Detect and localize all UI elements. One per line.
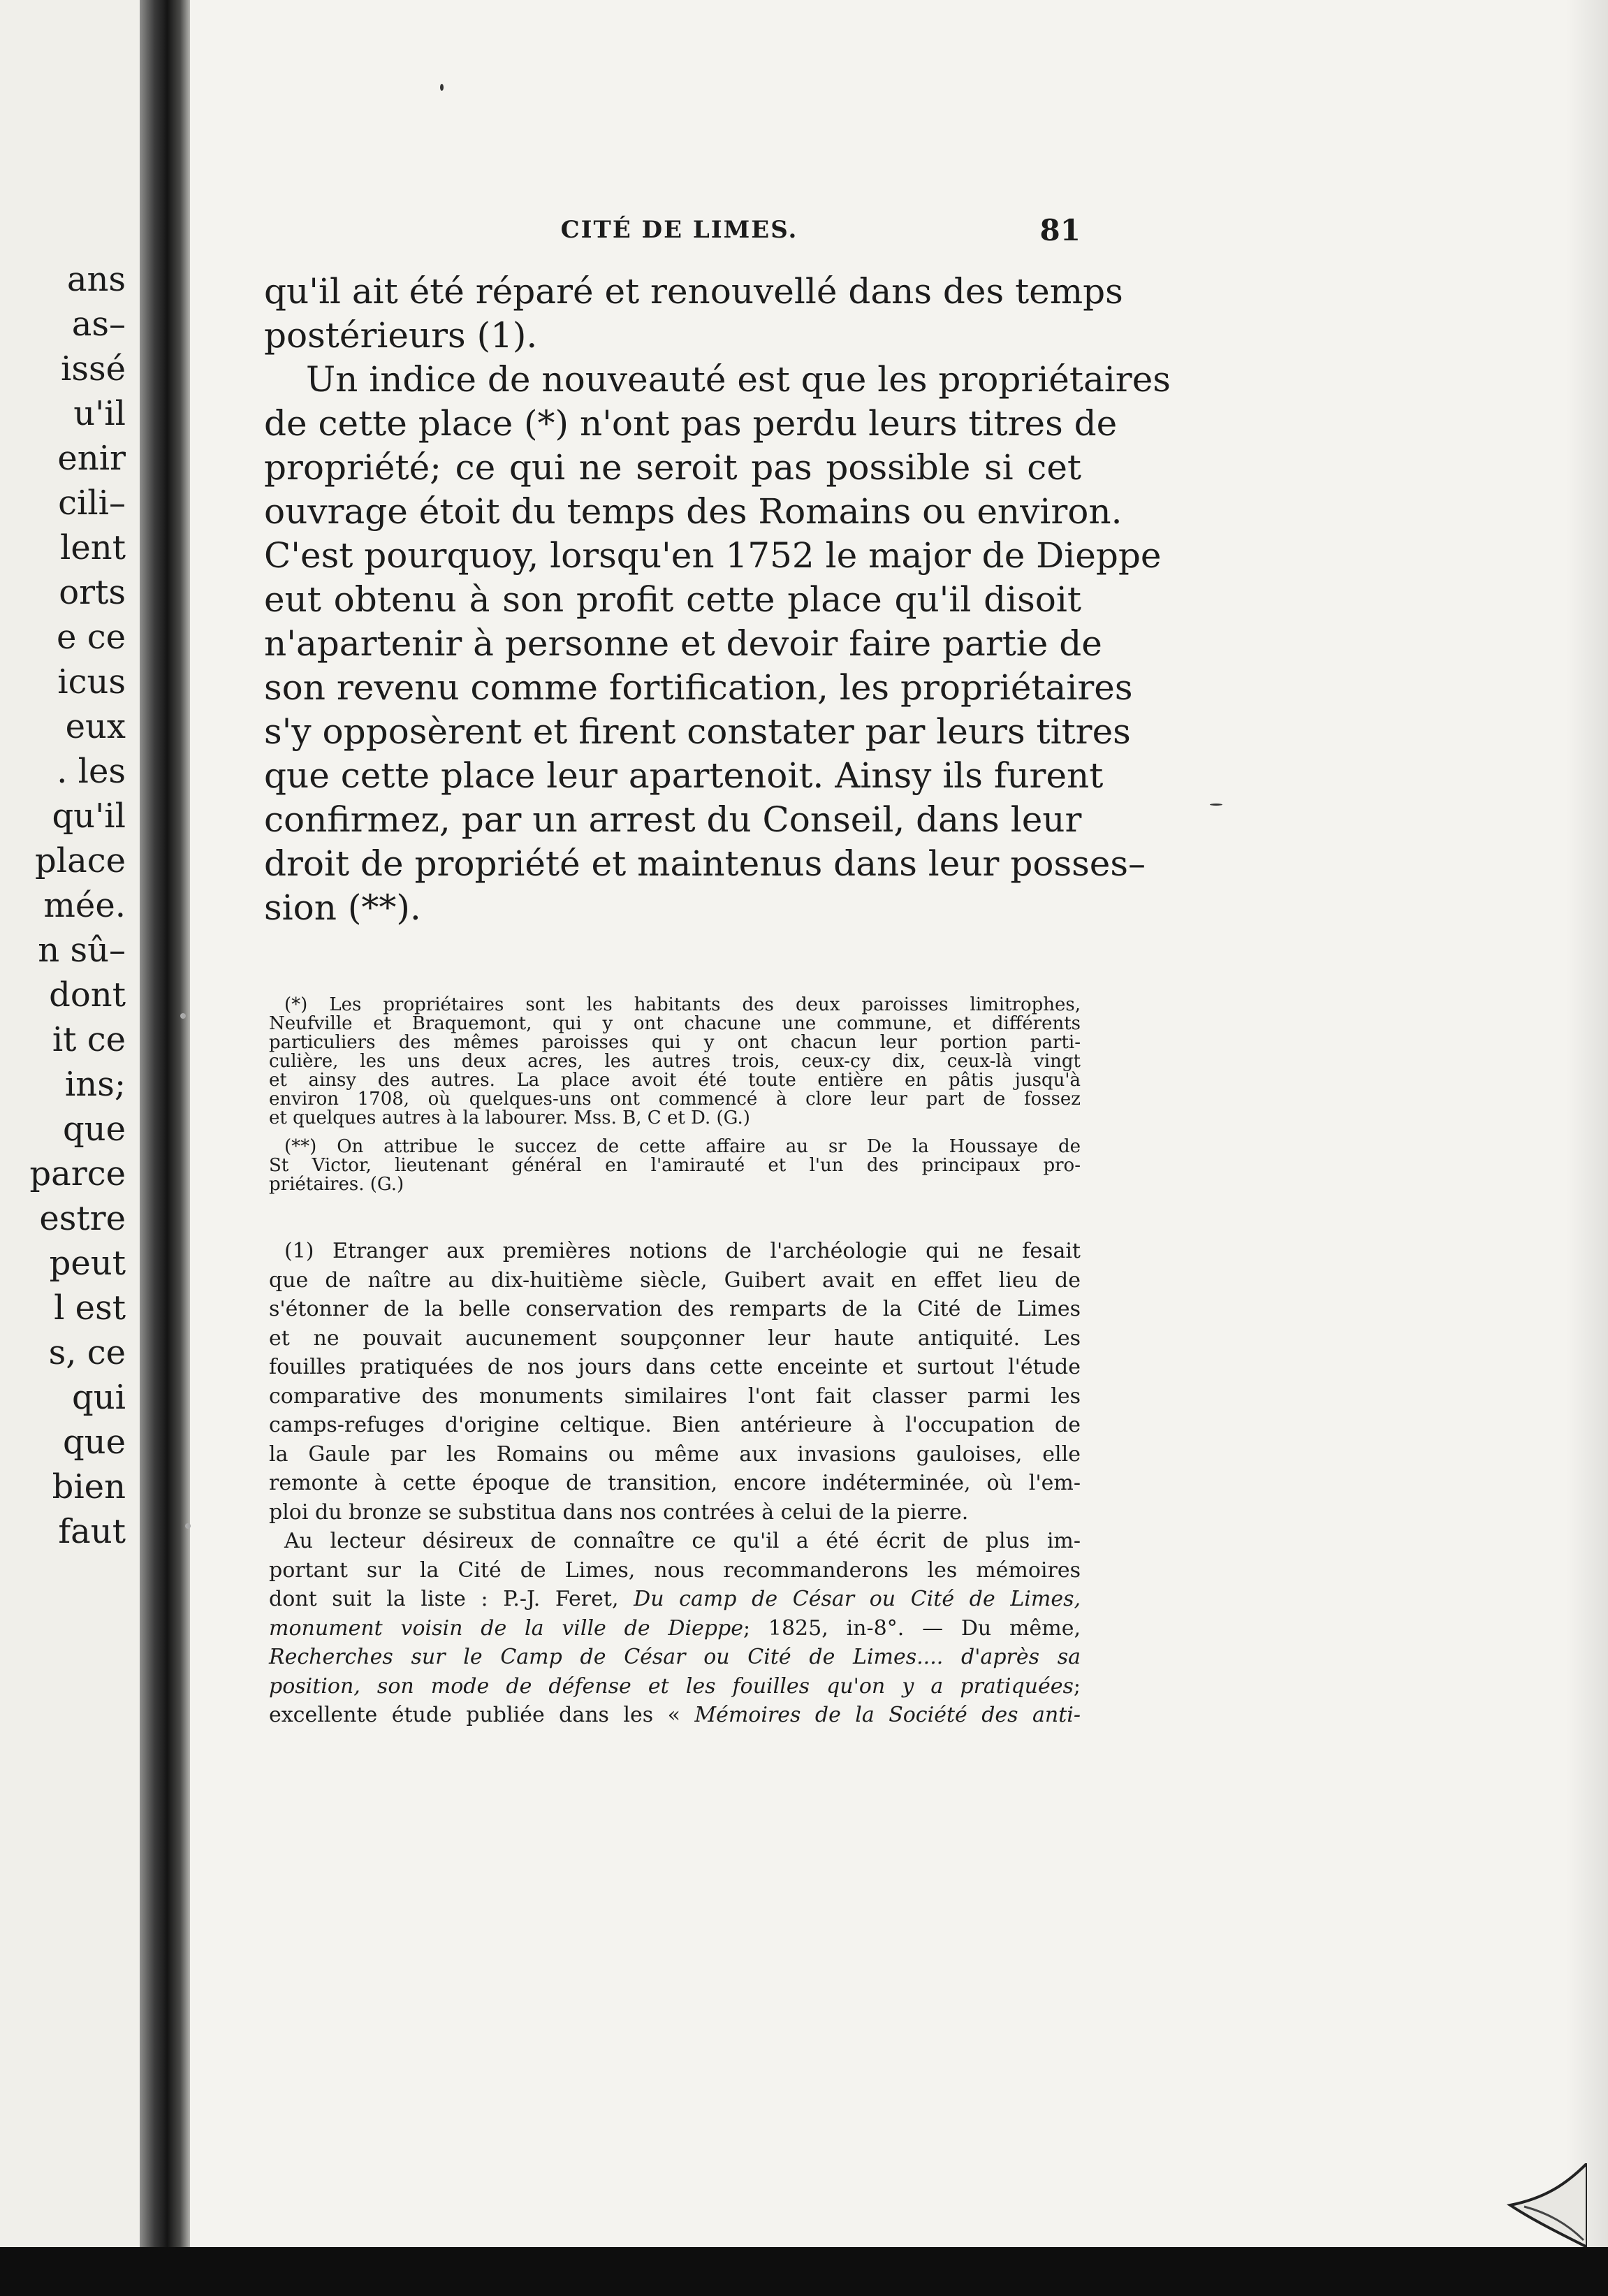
body-line: confirmez, par un arrest du Conseil, dans leur: [264, 799, 1082, 840]
note-reference-title: Recherches sur le Camp de César ou Cité de Limes.... d'après sa: [269, 1645, 1081, 1669]
left-page-fragment: qu'il: [52, 797, 126, 836]
book-gutter: [140, 0, 190, 2296]
left-page-fragment: ins;: [64, 1065, 126, 1104]
left-page-fragment: orts: [59, 573, 126, 612]
body-line: de cette place (*) n'ont pas perdu leurs titres de: [264, 403, 1118, 444]
scan-bottom-edge: [0, 2247, 1608, 2296]
left-page-fragment: place: [35, 841, 126, 880]
note-1: [269, 1237, 1081, 1527]
note-line: [269, 1585, 1081, 1614]
footnote-line: environ 1708, où quelques-uns ont commencé à clore leur part de fossez: [269, 1089, 1081, 1110]
footnote-line: et quelques autres à la labourer. Mss. B, C et D. (G.): [269, 1107, 750, 1128]
left-page-fragment: s, ce: [48, 1333, 126, 1372]
footnote-line: (*) Les propriétaires sont les habitants des deux paroisses limitrophes,: [284, 994, 1081, 1015]
left-page-fragment: que: [62, 1110, 126, 1149]
footnote-line: priétaires. (G.): [269, 1174, 404, 1195]
note-reference-title: Mémoires de la Société des anti-: [694, 1703, 1081, 1727]
left-page-fragment: qui: [72, 1378, 126, 1417]
note-line: Au lecteur désireux de connaître ce qu'il a été écrit de plus im-: [284, 1529, 1081, 1553]
left-page-fragment: estre: [39, 1199, 126, 1238]
body-line: ouvrage étoit du temps des Romains ou environ.: [264, 491, 1123, 532]
body-line: qu'il ait été réparé et renouvellé dans des temps: [264, 271, 1123, 312]
body-line: eut obtenu à son profit cette place qu'il disoit: [264, 579, 1081, 620]
note-line: [269, 1672, 1081, 1701]
note-line: la Gaule par les Romains ou même aux invasions gauloises, elle: [269, 1441, 1081, 1467]
footnote-1: [269, 996, 1081, 1128]
left-page-fragment: n sû–: [38, 931, 126, 970]
note-line: que de naître au dix-huitième siècle, Guibert avait en effet lieu de: [269, 1267, 1081, 1293]
left-page-fragment: . les: [57, 752, 126, 791]
left-page-fragment: issé: [60, 349, 126, 388]
note-reference-title: Du camp de César ou Cité de Limes,: [634, 1587, 1081, 1611]
body-line: s'y opposèrent et firent constater par leurs titres: [264, 711, 1131, 752]
left-page-fragment: enir: [57, 439, 126, 478]
body-line: propriété; ce qui ne seroit pas possible si cet: [264, 447, 1081, 488]
left-page-fragment: parce: [29, 1154, 126, 1193]
note-2: [269, 1527, 1081, 1730]
note-line: [269, 1701, 1081, 1730]
page-edge-shadow: [1566, 0, 1608, 2296]
left-page-margin: [0, 0, 140, 2296]
left-page-fragment: faut: [58, 1512, 126, 1551]
left-page-fragment: ans: [66, 260, 126, 299]
left-page-fragment: mée.: [43, 886, 126, 925]
footnote-2: [269, 1138, 1081, 1194]
note-text: excellente étude publiée dans les «: [269, 1703, 695, 1727]
left-page-fragment: peut: [49, 1244, 126, 1283]
note-line: [269, 1614, 1081, 1643]
footnote-line: culière, les uns deux acres, les autres trois, ceux-cy dix, ceux-là vingt: [269, 1051, 1081, 1072]
body-line: postérieurs (1).: [264, 315, 538, 356]
left-page-text-fragments: [0, 257, 126, 1554]
note-reference-title: position, son mode de défense et les fouilles qu'on y a pratiquées: [269, 1673, 1074, 1699]
body-text: [264, 270, 1171, 930]
left-page-fragment: lent: [60, 528, 126, 567]
footnote-line: et ainsy des autres. La place avoit été toute entière en pâtis jusqu'à: [269, 1070, 1081, 1091]
footnote-line: particuliers des mêmes paroisses qui y ont chacun leur portion parti-: [269, 1032, 1081, 1053]
left-page-fragment: que: [62, 1423, 126, 1462]
note-reference-title: monument voisin de la ville de Dieppe: [269, 1615, 743, 1641]
body-line: que cette place leur apartenoit. Ainsy ils furent: [264, 755, 1104, 796]
left-page-fragment: cili–: [58, 484, 126, 523]
page-header: [272, 213, 1086, 248]
left-page-fragment: icus: [57, 662, 126, 702]
note-text: ;: [1073, 1673, 1081, 1699]
left-page-fragment: l est: [54, 1288, 126, 1328]
note-text: ; 1825, in-8°. — Du même,: [743, 1615, 1081, 1641]
left-page-fragment: as–: [71, 305, 126, 344]
note-line: ploi du bronze se substitua dans nos contrées à celui de la pierre.: [269, 1499, 969, 1525]
page-curl-corner: [1482, 2163, 1587, 2247]
note-line: comparative des monuments similaires l'ont fait classer parmi les: [269, 1383, 1081, 1409]
footnote-line: Neufville et Braquemont, qui y ont chacune une commune, et différents: [269, 1013, 1081, 1034]
note-line: camps-refuges d'origine celtique. Bien antérieure à l'occupation de: [269, 1413, 1081, 1437]
editor-notes: [269, 1237, 1081, 1730]
note-line: et ne pouvait aucunement soupçonner leur haute antiquité. Les: [269, 1325, 1081, 1351]
body-line: Un indice de nouveauté est que les propriétaires: [306, 359, 1171, 400]
page-number: 81: [1039, 213, 1081, 247]
left-page-fragment: u'il: [73, 394, 126, 433]
left-page-fragment: bien: [52, 1467, 126, 1506]
footnote-line: St Victor, lieutenant général en l'amirauté et l'un des principaux pro-: [269, 1155, 1081, 1176]
note-line: portant sur la Cité de Limes, nous recommanderons les mémoires: [269, 1557, 1081, 1583]
left-page-fragment: dont: [49, 975, 126, 1015]
left-page-fragment: eux: [65, 707, 126, 746]
left-page-fragment: it ce: [52, 1020, 126, 1059]
note-line: fouilles pratiquées de nos jours dans cette enceinte et surtout l'étude: [269, 1355, 1081, 1379]
body-line: droit de propriété et maintenus dans leur posses–: [264, 843, 1146, 884]
running-title: CITÉ DE LIMES.: [560, 216, 798, 244]
note-line: (1) Etranger aux premières notions de l'archéologie qui ne fesait: [284, 1239, 1081, 1263]
footnotes: [269, 996, 1081, 1204]
note-line: remonte à cette époque de transition, encore indéterminée, où l'em-: [269, 1471, 1081, 1495]
body-line: n'apartenir à personne et devoir faire partie de: [264, 623, 1102, 664]
body-line: son revenu comme fortification, les propriétaires: [264, 667, 1133, 708]
body-line: C'est pourquoy, lorsqu'en 1752 le major de Dieppe: [264, 535, 1162, 576]
left-page-fragment: e ce: [57, 618, 126, 657]
footnote-line: (**) On attribue le succez de cette affaire au sr De la Houssaye de: [284, 1136, 1081, 1157]
body-line: sion (**).: [264, 887, 421, 928]
note-line: s'étonner de la belle conservation des remparts de la Cité de Limes: [269, 1297, 1081, 1321]
note-text: dont suit la liste : P.-J. Feret,: [269, 1587, 634, 1611]
